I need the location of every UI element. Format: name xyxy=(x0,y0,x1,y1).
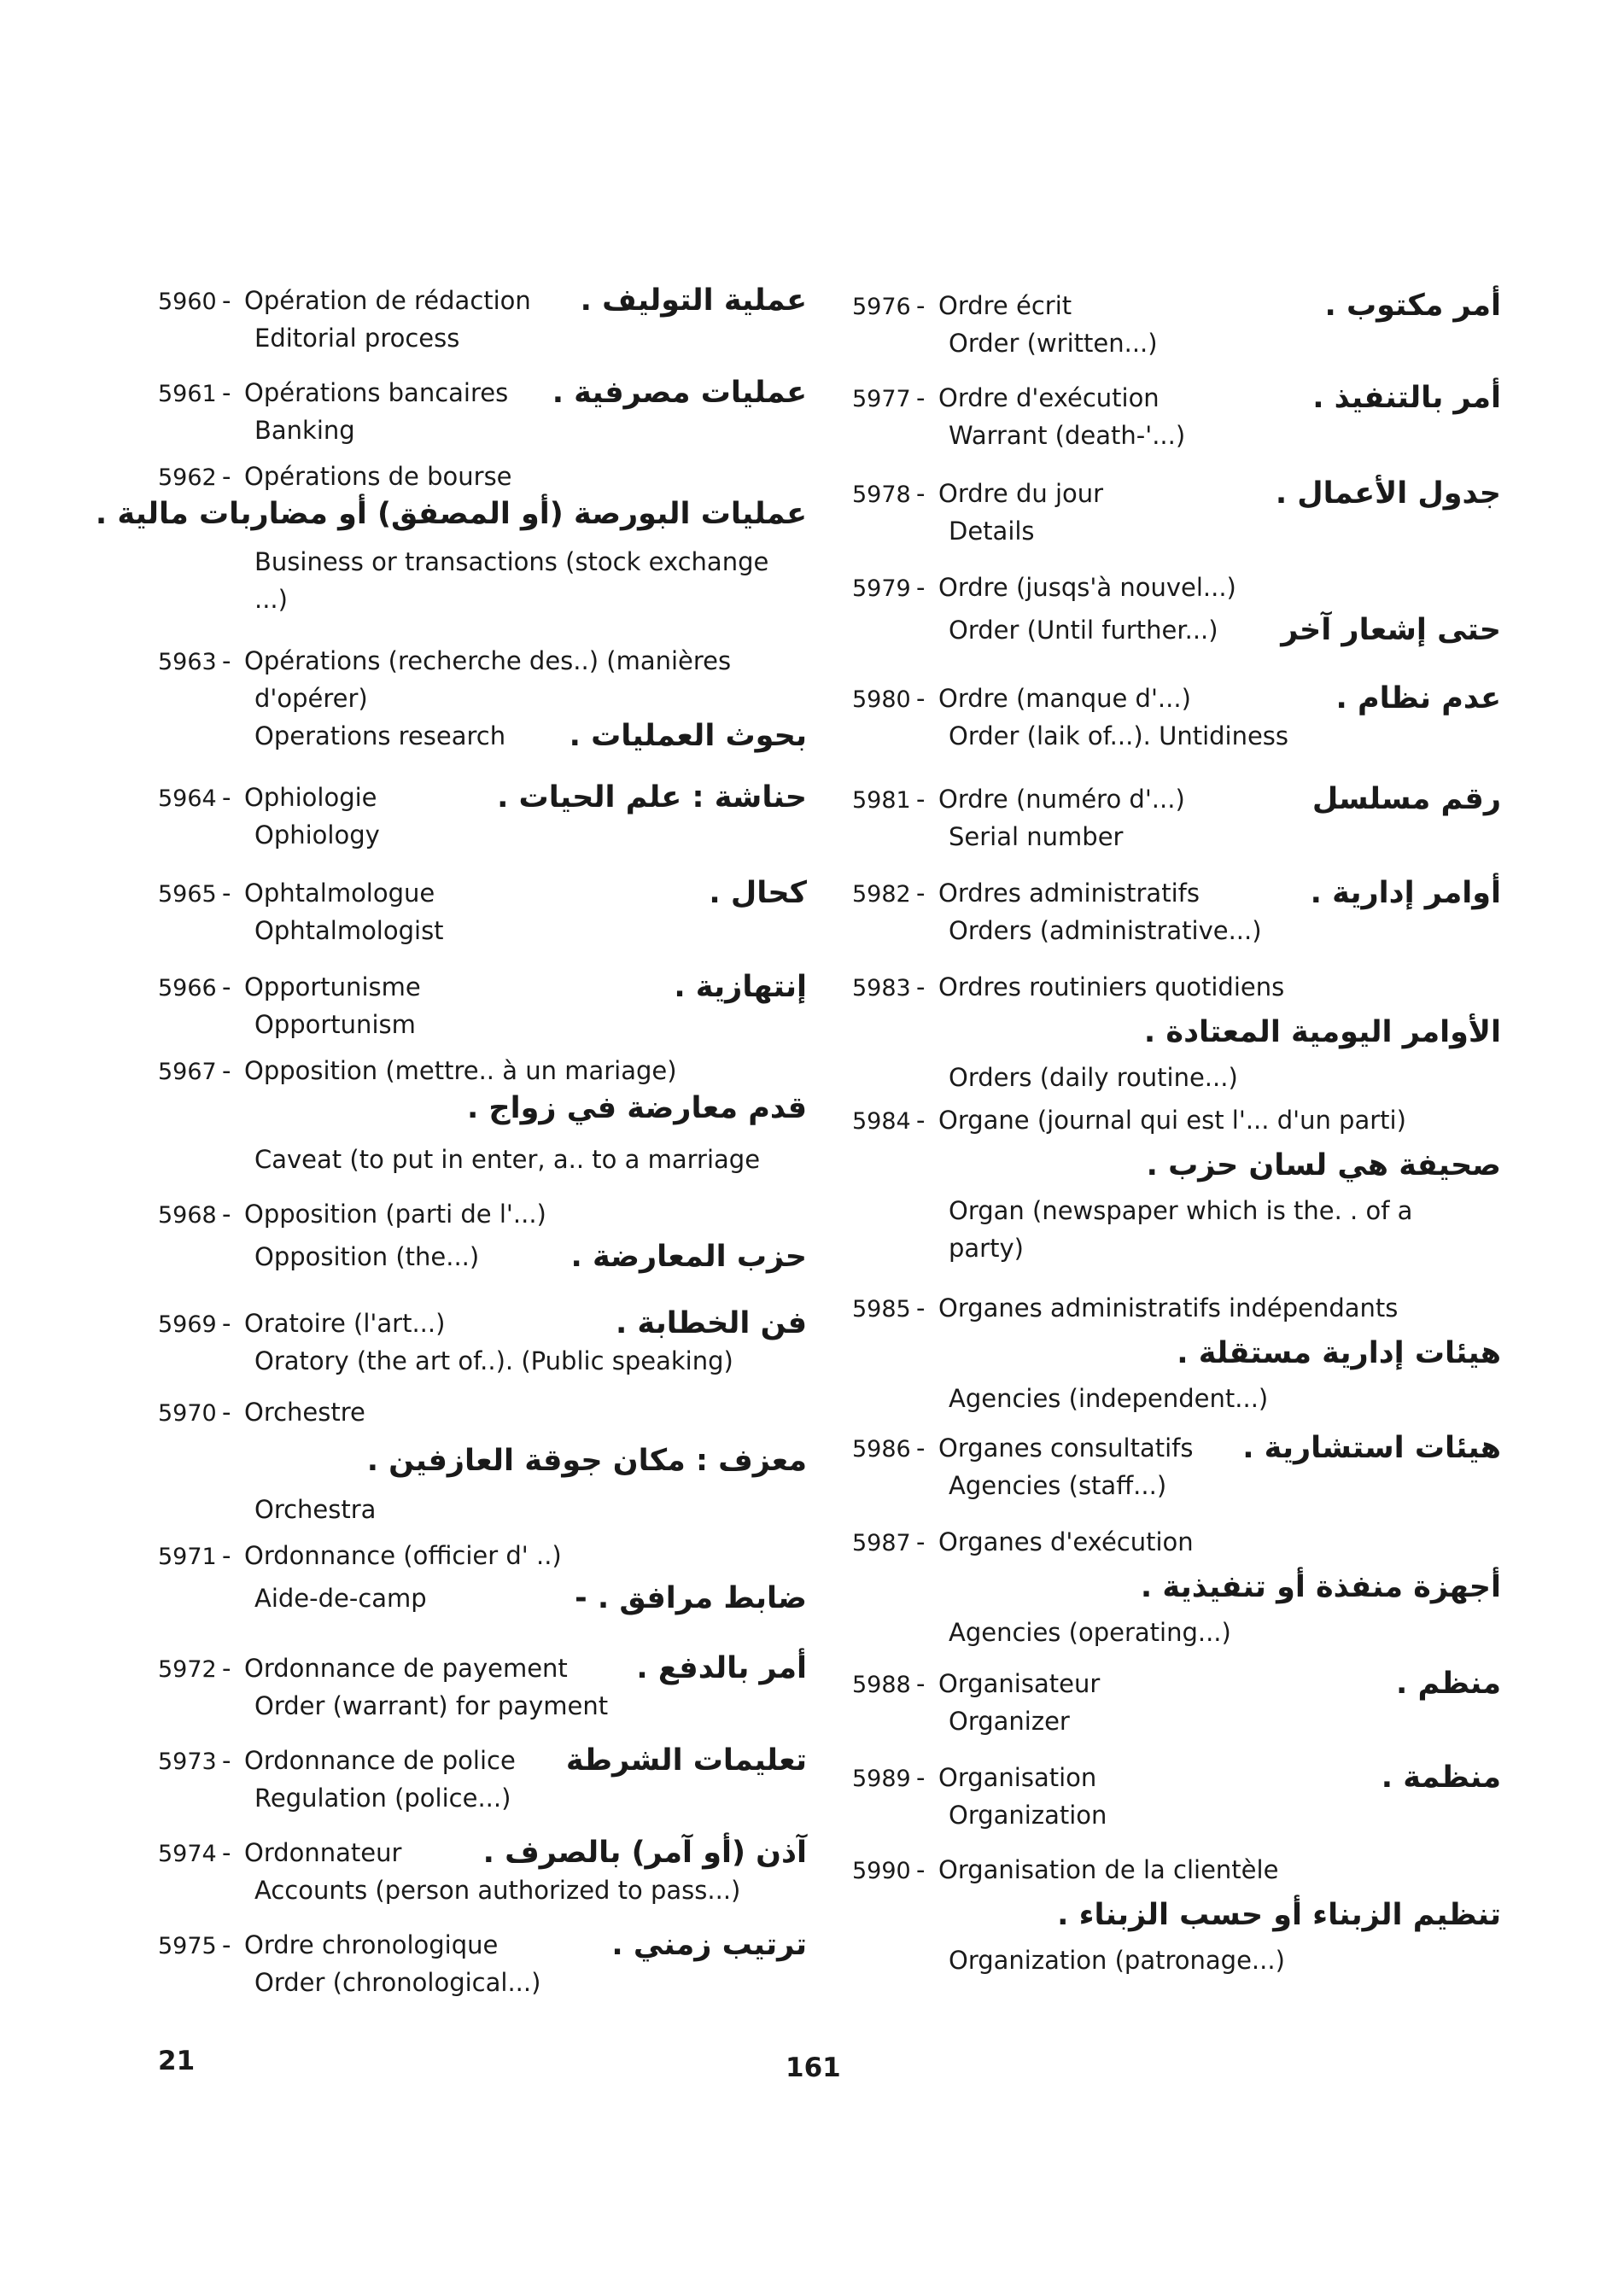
entry-5965: 5965 - Ophtalmologue كحال . Ophtalmologist xyxy=(158,874,807,949)
entry-english: Orders (daily routine...) xyxy=(949,1063,1238,1092)
entry-arabic: بحوث العمليات . xyxy=(569,719,807,753)
entry-number: 5986 xyxy=(852,1436,911,1463)
entry-english: Agencies (operating...) xyxy=(949,1618,1231,1647)
entry-number: 5970 xyxy=(158,1400,217,1427)
entry-arabic: عدم نظام . xyxy=(1335,681,1501,715)
entry-5985: 5985 - Organes administratifs indépendants هيئات إدارية مستقلة . Agencies (independent...) xyxy=(852,1289,1501,1417)
entry-5975: 5975 - Ordre chronologique ترتيب زمني . Order (chronological...) xyxy=(158,1926,807,2001)
entry-french: Ophiologie xyxy=(244,783,377,812)
entry-english: Operations research xyxy=(254,721,506,750)
entry-number: 5967 xyxy=(158,1059,217,1085)
page-number: 161 xyxy=(786,2052,841,2083)
entry-5978: 5978 - Ordre du jour جدول الأعمال . Details xyxy=(852,475,1501,550)
entry-arabic: كحال . xyxy=(709,876,807,910)
entry-number: 5978 xyxy=(852,482,911,508)
entry-english: Opportunism xyxy=(254,1010,416,1039)
entry-arabic: أمر بالتنفيذ . xyxy=(1312,381,1501,415)
entry-french: Organisation de la clientèle xyxy=(938,1855,1279,1884)
entry-number: 5963 xyxy=(158,649,217,675)
entry-5984: 5984 - Organe (journal qui est l'... d'un parti) صحيفة هي لسان حزب . Organ (newspaper which is the. . of a party) xyxy=(852,1101,1501,1267)
entry-5988: 5988 - Organisateur منظم . Organizer xyxy=(852,1665,1501,1740)
entry-number: 5964 xyxy=(158,785,217,812)
entry-number: 5985 xyxy=(852,1296,911,1323)
entry-french: Orchestre xyxy=(244,1398,365,1427)
entry-5976: 5976 - Ordre écrit أمر مكتوب . Order (written...) xyxy=(852,287,1501,362)
entry-number: 5971 xyxy=(158,1544,217,1570)
entry-french: Organes d'exécution xyxy=(938,1527,1194,1556)
entry-5964: 5964 - Ophiologie حناشة : علم الحيات . Ophiology xyxy=(158,779,807,854)
entry-french: Organe (journal qui est l'... d'un parti) xyxy=(938,1106,1406,1135)
entry-number: 5980 xyxy=(852,686,911,713)
entry-5974: 5974 - Ordonnateur آذن (أو آمر) بالصرف . Accounts (person authorized to pass...) xyxy=(158,1834,807,1909)
entry-french: Ordres routiniers quotidiens xyxy=(938,972,1285,1001)
entry-french: Ordre (manque d'...) xyxy=(938,684,1191,713)
entry-english: Ophtalmologist xyxy=(254,916,444,945)
entry-french: Ordonnateur xyxy=(244,1838,402,1867)
entry-5990: 5990 - Organisation de la clientèle تنظيم الزبناء أو حسب الزبناء . Organization (patronage...) xyxy=(852,1851,1501,1979)
entry-english: Organization xyxy=(949,1801,1107,1830)
entry-5989: 5989 - Organisation منظمة . Organization xyxy=(852,1759,1501,1834)
entry-5970: 5970 - Orchestre معزف : مكان جوقة العازفين . Orchestra xyxy=(158,1393,807,1528)
entry-5968: 5968 - Opposition (parti de l'...) Opposition (the...) حزب المعارضة . xyxy=(158,1195,807,1281)
entry-5966: 5966 - Opportunisme إنتهازية . Opportunism xyxy=(158,968,807,1043)
entry-english: Order (warrant) for payment xyxy=(254,1691,609,1720)
entry-number: 5965 xyxy=(158,881,217,908)
entry-number: 5973 xyxy=(158,1749,217,1775)
footer-signature-number: 21 xyxy=(158,2046,196,2076)
entry-english: Warrant (death-'...) xyxy=(949,421,1186,450)
entry-number: 5976 xyxy=(852,294,911,320)
entry-5963: 5963 - Opérations (recherche des..) (manières d'opérer) Operations research بحوث العمليات . xyxy=(158,642,807,755)
entry-french: Oratoire (l'art...) xyxy=(244,1309,446,1338)
entry-number: 5975 xyxy=(158,1933,217,1959)
entry-5971: 5971 - Ordonnance (officier d' ..) Aide-de-camp ضابط مرافق . - xyxy=(158,1537,807,1622)
entry-arabic: رقم مسلسل xyxy=(1311,782,1501,816)
entry-english: Agencies (independent...) xyxy=(949,1384,1269,1413)
entry-english: Order (chronological...) xyxy=(254,1968,541,1997)
entry-arabic: جدول الأعمال . xyxy=(1275,476,1501,511)
entry-english: Organ (newspaper which is the. . of a xyxy=(949,1196,1413,1225)
entry-5972: 5972 - Ordonnance de payement أمر بالدفع . Order (warrant) for payment xyxy=(158,1649,807,1725)
entry-arabic: ضابط مرافق . - xyxy=(575,1581,807,1615)
entry-english: Opposition (the...) xyxy=(254,1242,480,1271)
entry-arabic: إنتهازية . xyxy=(674,970,807,1004)
entry-french: Ordonnance (officier d' ..) xyxy=(244,1541,562,1570)
entry-number: 5969 xyxy=(158,1311,217,1338)
entry-number: 5966 xyxy=(158,975,217,1001)
entry-5987: 5987 - Organes d'exécution أجهزة منفذة أو تنفيذية . Agencies (operating...) xyxy=(852,1523,1501,1651)
entry-english: Editorial process xyxy=(254,324,460,353)
entry-english-cont: party) xyxy=(949,1234,1024,1263)
entry-5979: 5979 - Ordre (jusqs'à nouvel...) Order (Until further...) حتى إشعار آخر xyxy=(852,569,1501,654)
entry-arabic: منظم . xyxy=(1396,1667,1501,1701)
entry-number: 5981 xyxy=(852,787,911,814)
entry-arabic: منظمة . xyxy=(1381,1760,1501,1795)
entry-english: Banking xyxy=(254,416,355,445)
entry-5969: 5969 - Oratoire (l'art...) فن الخطابة . Oratory (the art of..). (Public speaking) xyxy=(158,1305,807,1380)
entry-5973: 5973 - Ordonnance de police تعليمات الشرطة Regulation (police...) xyxy=(158,1742,807,1817)
entry-5983: 5983 - Ordres routiniers quotidiens الأوامر اليومية المعتادة . Orders (daily routine...) xyxy=(852,968,1501,1096)
entry-french: Ordre (jusqs'à nouvel...) xyxy=(938,573,1236,602)
entry-arabic: هيئات إدارية مستقلة . xyxy=(1177,1336,1501,1370)
entry-french: Ordre chronologique xyxy=(244,1930,499,1959)
entry-number: 5974 xyxy=(158,1841,217,1867)
entry-number: 5987 xyxy=(852,1530,911,1556)
entry-english: Oratory (the art of..). (Public speaking) xyxy=(254,1346,733,1375)
entry-french: Opérations (recherche des..) (manières xyxy=(244,646,732,675)
entry-arabic: عمليات البورصة (أو المصفق) أو مضاربات مالية . xyxy=(95,497,807,531)
entry-5967: 5967 - Opposition (mettre.. à un mariage) قدم معارضة في زواج . Caveat (to put in enter, a.. to a marriage xyxy=(158,1052,807,1178)
entry-arabic: ترتيب زمني . xyxy=(611,1928,807,1962)
entry-french: Organes consultatifs xyxy=(938,1433,1194,1463)
entry-french: Ophtalmologue xyxy=(244,879,435,908)
entry-english: Caveat (to put in enter, a.. to a marriage xyxy=(254,1145,761,1174)
entry-french: Opérations de bourse xyxy=(244,462,512,491)
entry-french-cont: d'opérer) xyxy=(254,684,368,713)
entry-french: Ordonnance de police xyxy=(244,1746,516,1775)
entry-5981: 5981 - Ordre (numéro d'...) رقم مسلسل Serial number xyxy=(852,780,1501,855)
entry-arabic: حناشة : علم الحيات . xyxy=(497,780,807,815)
entry-arabic: قدم معارضة في زواج . xyxy=(466,1091,807,1125)
entry-english-cont: ...) xyxy=(254,585,288,614)
entry-5960: 5960 - Opération de rédaction عملية التوليف . Editorial process xyxy=(158,282,807,357)
entry-number: 5990 xyxy=(852,1858,911,1884)
entry-arabic: أمر مكتوب . xyxy=(1324,289,1501,323)
entry-number: 5988 xyxy=(852,1672,911,1698)
entry-english: Order (written...) xyxy=(949,329,1158,358)
entry-number: 5972 xyxy=(158,1656,217,1683)
entry-french: Organisation xyxy=(938,1763,1097,1792)
entry-english: Serial number xyxy=(949,822,1124,851)
entry-5977: 5977 - Ordre d'exécution أمر بالتنفيذ . Warrant (death-'...) xyxy=(852,379,1501,454)
entry-arabic: أوامر إدارية . xyxy=(1310,876,1501,910)
entry-french: Ordre (numéro d'...) xyxy=(938,785,1185,814)
entry-english: Regulation (police...) xyxy=(254,1784,511,1813)
entry-french: Ordre écrit xyxy=(938,291,1072,320)
entry-french: Organisateur xyxy=(938,1669,1101,1698)
entry-english: Organization (patronage...) xyxy=(949,1946,1285,1975)
entry-french: Opération de rédaction xyxy=(244,286,531,315)
entry-number: 5982 xyxy=(852,881,911,908)
entry-5986: 5986 - Organes consultatifs هيئات استشارية . Agencies (staff...) xyxy=(852,1429,1501,1504)
entry-5982: 5982 - Ordres administratifs أوامر إدارية . Orders (administrative...) xyxy=(852,874,1501,949)
entry-arabic: معزف : مكان جوقة العازفين . xyxy=(366,1444,807,1478)
entry-french: Ordres administratifs xyxy=(938,879,1200,908)
entry-english: Order (Until further...) xyxy=(949,616,1218,645)
entry-french: Ordre d'exécution xyxy=(938,383,1160,412)
entry-arabic: تعليمات الشرطة xyxy=(565,1743,807,1778)
entry-english: Organizer xyxy=(949,1707,1070,1736)
entry-french: Organes administratifs indépendants xyxy=(938,1293,1399,1323)
entry-english: Orchestra xyxy=(254,1495,377,1524)
entry-english: Agencies (staff...) xyxy=(949,1471,1167,1500)
entry-french: Opposition (parti de l'...) xyxy=(244,1200,546,1229)
entry-arabic: صحيفة هي لسان حزب . xyxy=(1146,1148,1501,1182)
entry-french: Opérations bancaires xyxy=(244,378,509,407)
entry-5962: 5962 - Opérations de bourse عمليات البورصة (أو المصفق) أو مضاربات مالية . Business or transactions (stock exchange ...) xyxy=(158,458,807,618)
entry-french: Opportunisme xyxy=(244,972,421,1001)
entry-arabic: أجهزة منفذة أو تنفيذية . xyxy=(1140,1570,1501,1604)
entry-number: 5977 xyxy=(852,386,911,412)
entry-english: Aide-de-camp xyxy=(254,1584,427,1613)
entry-arabic: الأوامر اليومية المعتادة . xyxy=(1143,1015,1501,1049)
entry-number: 5979 xyxy=(852,575,911,602)
entry-5961: 5961 - Opérations bancaires عمليات مصرفية . Banking xyxy=(158,374,807,449)
entry-arabic: حتى إشعار آخر xyxy=(1281,613,1501,647)
entry-french: Opposition (mettre.. à un mariage) xyxy=(244,1056,677,1085)
entry-arabic: أمر بالدفع . xyxy=(636,1651,807,1685)
entry-english: Orders (administrative...) xyxy=(949,916,1262,945)
entry-english: Ophiology xyxy=(254,820,380,850)
entry-english: Details xyxy=(949,517,1035,546)
entry-english: Order (laik of...). Untidiness xyxy=(949,721,1289,750)
entry-arabic: عملية التوليف . xyxy=(580,283,807,318)
entry-number: 5989 xyxy=(852,1766,911,1792)
entry-arabic: تنظيم الزبناء أو حسب الزبناء . xyxy=(1057,1898,1501,1932)
entry-number: 5962 xyxy=(158,464,217,491)
entry-english: Accounts (person authorized to pass...) xyxy=(254,1876,741,1905)
entry-english: Business or transactions (stock exchange xyxy=(254,547,769,576)
entry-arabic: هيئات استشارية . xyxy=(1242,1431,1501,1465)
entry-arabic: آذن (أو آمر) بالصرف . xyxy=(482,1836,807,1870)
entry-number: 5983 xyxy=(852,975,911,1001)
entry-french: Ordre du jour xyxy=(938,479,1104,508)
entry-number: 5968 xyxy=(158,1202,217,1229)
entry-french: Ordonnance de payement xyxy=(244,1654,568,1683)
entry-arabic: عمليات مصرفية . xyxy=(552,376,807,410)
entry-arabic: فن الخطابة . xyxy=(615,1306,807,1340)
entry-arabic: حزب المعارضة . xyxy=(570,1240,807,1274)
entry-number: 5960 xyxy=(158,289,217,315)
entry-number: 5984 xyxy=(852,1108,911,1135)
entry-5980: 5980 - Ordre (manque d'...) عدم نظام . Order (laik of...). Untidiness xyxy=(852,680,1501,755)
entry-number: 5961 xyxy=(158,381,217,407)
